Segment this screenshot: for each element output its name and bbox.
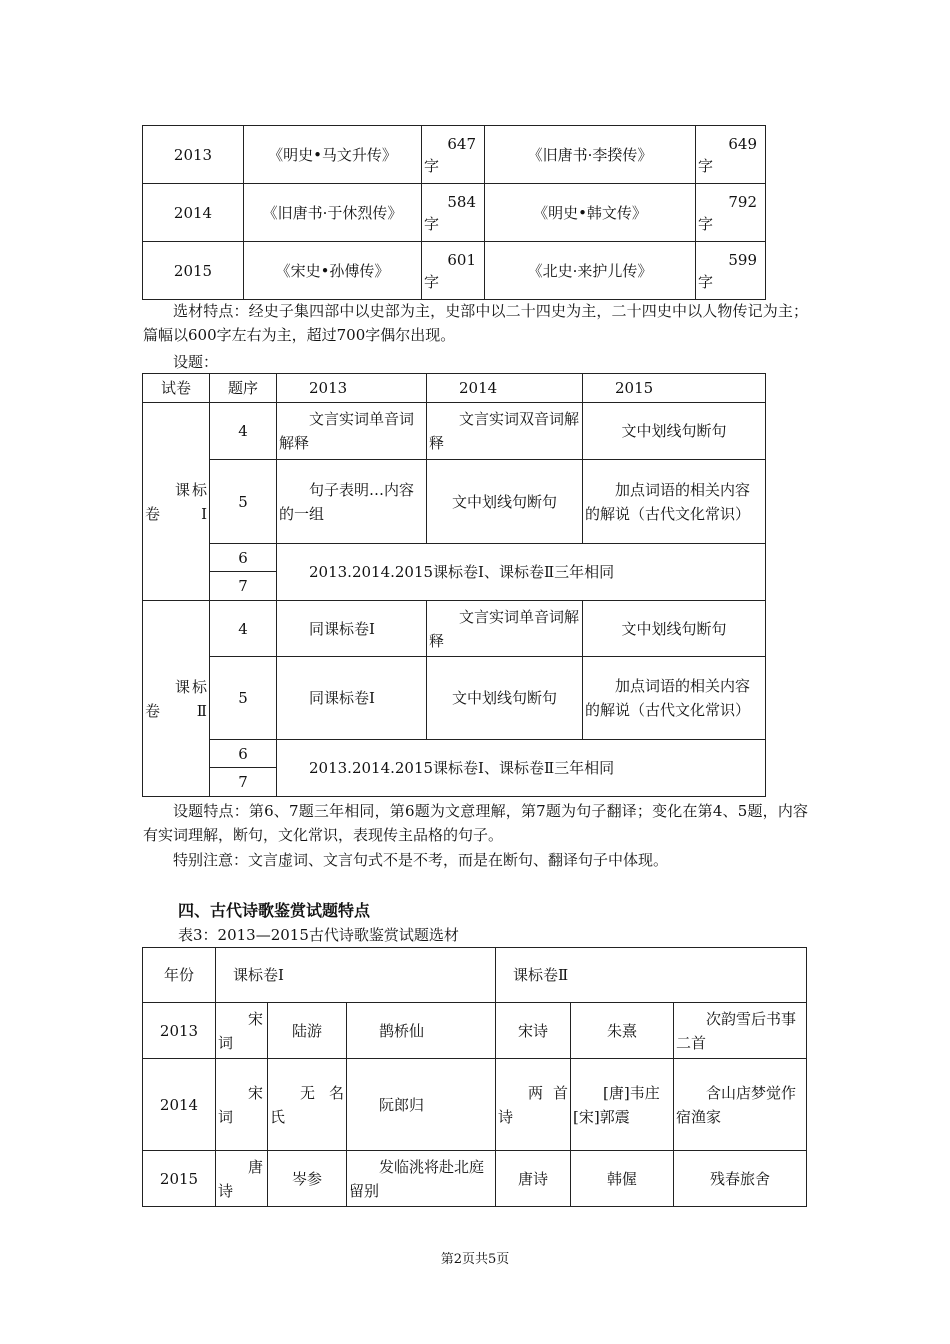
page-footer: 第2页共5页	[440, 1252, 510, 1267]
header-paper-2: 课标卷Ⅱ	[496, 948, 807, 1003]
table-row	[143, 460, 766, 544]
selection-features-paragraph: 选材特点：经史子集四部中以史部为主，史部中以二十四史为主，二十四史中以人物传记为主；篇幅以600字左右为主，超过700字偶尔出现。	[143, 302, 808, 344]
wordcount-number: 792	[728, 192, 757, 211]
wordcount-number: 599	[728, 250, 757, 269]
prose-selection-table	[142, 125, 766, 300]
table-header-row	[143, 948, 807, 1003]
header-year: 年份	[143, 948, 216, 1003]
poem-title-cell: 鹊桥仙	[347, 1003, 496, 1059]
question-no: 5	[210, 460, 277, 544]
header-paper-1: 课标卷Ⅰ	[216, 948, 496, 1003]
merged-cell: 2013.2014.2015课标卷Ⅰ、课标卷Ⅱ三年相同	[277, 740, 766, 797]
wordcount-unit: 字	[424, 272, 440, 291]
poem-title-cell: 次韵雪后书事二首	[674, 1003, 807, 1059]
wordcount-cell	[422, 126, 485, 184]
genre-cell: 宋诗	[496, 1003, 571, 1059]
question-no: 7	[210, 572, 277, 601]
table-row	[143, 1003, 807, 1059]
merged-cell: 2013.2014.2015课标卷Ⅰ、课标卷Ⅱ三年相同	[277, 544, 766, 601]
wordcount-number: 647	[447, 134, 476, 153]
wordcount-unit: 字	[698, 156, 714, 175]
table-caption: 表3：2013—2015古代诗歌鉴赏试题选材	[178, 926, 459, 944]
title-cell: 《宋史•孙傅传》	[244, 242, 422, 300]
table-row	[143, 1151, 807, 1207]
cell: 加点词语的相关内容的解说（古代文化常识）	[583, 657, 766, 740]
table-row	[143, 1059, 807, 1151]
wordcount-number: 649	[728, 134, 757, 153]
table-row	[143, 126, 766, 184]
cell: 文言实词单音词解释	[277, 403, 427, 460]
title-cell: 《旧唐书·李揆传》	[485, 126, 696, 184]
table-row	[143, 657, 766, 740]
wordcount-cell	[696, 242, 766, 300]
header-2015: 2015	[583, 374, 766, 403]
author-cell: 朱熹	[571, 1003, 674, 1059]
wordcount-cell	[422, 242, 485, 300]
year-cell: 2013	[143, 126, 244, 184]
genre-cell: 宋词	[216, 1059, 268, 1151]
questions-label: 设题：	[173, 353, 219, 371]
table-row	[143, 544, 766, 572]
author-cell: 岑参	[268, 1151, 347, 1207]
poem-title-cell: 发临洮将赴北庭留别	[347, 1151, 496, 1207]
table-row	[143, 601, 766, 657]
cell: 同课标卷Ⅰ	[277, 657, 427, 740]
genre-cell: 宋词	[216, 1003, 268, 1059]
cell: 文中划线句断句	[583, 601, 766, 657]
wordcount-cell	[696, 126, 766, 184]
poem-title-cell: 阮郎归	[347, 1059, 496, 1151]
author-cell: [唐]韦庄[宋]郭震	[571, 1059, 674, 1151]
header-paper: 试卷	[143, 374, 210, 403]
cell: 句子表明…内容的一组	[277, 460, 427, 544]
poetry-selection-table	[142, 947, 807, 1207]
wordcount-unit: 字	[424, 156, 440, 175]
cell: 文言实词单音词解释	[427, 601, 583, 657]
genre-cell: 唐诗	[216, 1151, 268, 1207]
table-row	[143, 184, 766, 242]
cell: 同课标卷Ⅰ	[277, 601, 427, 657]
year-cell: 2015	[143, 1151, 216, 1207]
title-cell: 《北史·来护儿传》	[485, 242, 696, 300]
cell: 文中划线句断句	[427, 657, 583, 740]
header-2013: 2013	[277, 374, 427, 403]
cell: 文言实词双音词解释	[427, 403, 583, 460]
question-no: 4	[210, 601, 277, 657]
author-cell: 陆游	[268, 1003, 347, 1059]
author-cell: 韩偓	[571, 1151, 674, 1207]
special-note-paragraph: 特别注意：文言虚词、文言句式不是不考，而是在断句、翻译句子中体现。	[173, 851, 669, 869]
question-features-paragraph: 设题特点：第6、7题三年相同，第6题为文意理解，第7题为句子翻译；变化在第4、5题，内容有实词理解，断句，文化常识，表现传主品格的句子。	[143, 802, 808, 844]
table-row	[143, 403, 766, 460]
cell: 文中划线句断句	[427, 460, 583, 544]
table-header-row	[143, 374, 766, 403]
genre-cell: 唐诗	[496, 1151, 571, 1207]
question-design-table	[142, 373, 766, 797]
wordcount-cell	[422, 184, 485, 242]
paper-label-2: 课标卷Ⅱ	[143, 601, 210, 797]
year-cell: 2014	[143, 1059, 216, 1151]
header-question-no: 题序	[210, 374, 277, 403]
wordcount-number: 601	[447, 250, 476, 269]
title-cell: 《旧唐书·于休烈传》	[244, 184, 422, 242]
question-no: 6	[210, 740, 277, 768]
author-cell: 无名氏	[268, 1059, 347, 1151]
section-heading: 四、古代诗歌鉴赏试题特点	[178, 901, 371, 920]
wordcount-unit: 字	[698, 214, 714, 233]
paper-label-1: 课标卷Ⅰ	[143, 403, 210, 601]
header-2014: 2014	[427, 374, 583, 403]
cell: 加点词语的相关内容的解说（古代文化常识）	[583, 460, 766, 544]
title-cell: 《明史•韩文传》	[485, 184, 696, 242]
wordcount-unit: 字	[424, 214, 440, 233]
question-no: 5	[210, 657, 277, 740]
question-no: 4	[210, 403, 277, 460]
cell: 文中划线句断句	[583, 403, 766, 460]
title-cell: 《明史•马文升传》	[244, 126, 422, 184]
wordcount-number: 584	[447, 192, 476, 211]
poem-title-cell: 残春旅舍	[674, 1151, 807, 1207]
poem-title-cell: 含山店梦觉作宿渔家	[674, 1059, 807, 1151]
genre-cell: 两首诗	[496, 1059, 571, 1151]
wordcount-unit: 字	[698, 272, 714, 291]
wordcount-cell	[696, 184, 766, 242]
question-no: 6	[210, 544, 277, 572]
year-cell: 2013	[143, 1003, 216, 1059]
table-row	[143, 740, 766, 768]
year-cell: 2015	[143, 242, 244, 300]
table-row	[143, 242, 766, 300]
question-no: 7	[210, 768, 277, 797]
year-cell: 2014	[143, 184, 244, 242]
